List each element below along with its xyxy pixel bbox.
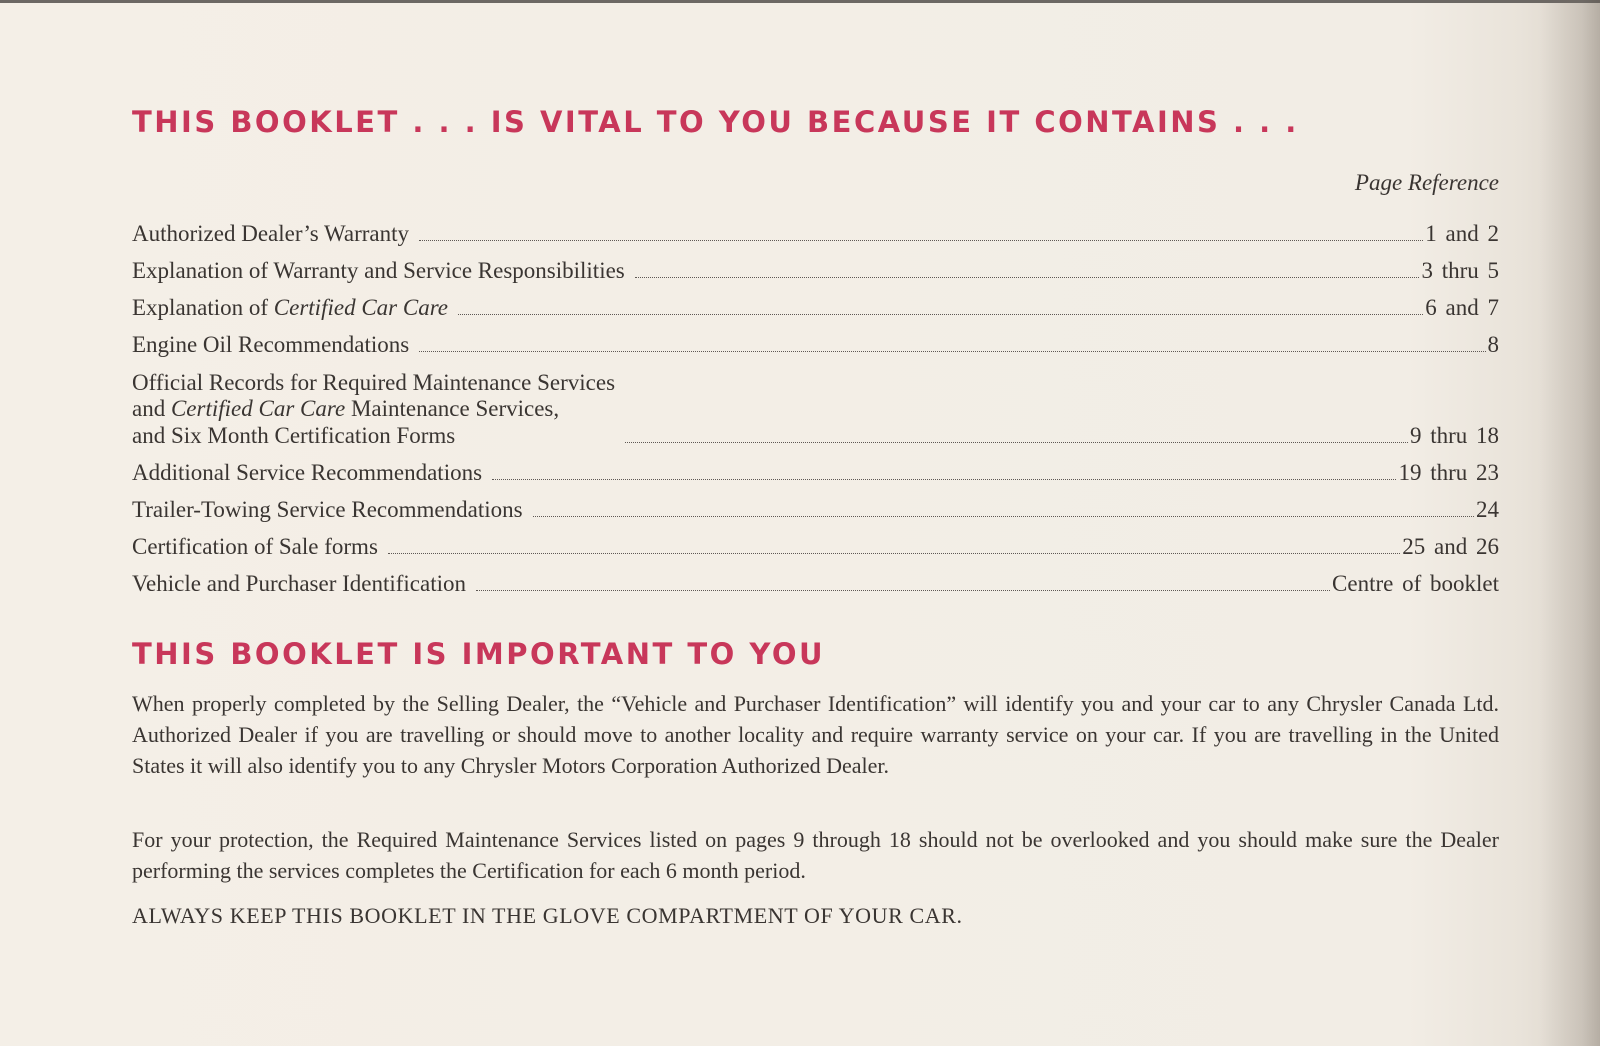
dot-leader — [533, 516, 1474, 517]
toc-row — [132, 486, 1499, 523]
toc-page-ref: Centre of booklet — [1332, 570, 1499, 596]
toc-page-ref: 1 and 2 — [1425, 220, 1499, 246]
importance-heading: THIS BOOKLET IS IMPORTANT TO YOU — [132, 637, 826, 671]
dot-leader — [419, 351, 1485, 352]
glove-compartment-notice: ALWAYS KEEP THIS BOOKLET IN THE GLOVE COMPARTMENT OF YOUR CAR. — [132, 903, 963, 928]
toc-label-line — [132, 396, 615, 422]
page-fold-shadow — [1540, 0, 1600, 1046]
toc-label: Engine Oil Recommendations — [132, 331, 410, 357]
toc-label: Vehicle and Purchaser Identification — [132, 570, 467, 596]
contents-heading: THIS BOOKLET . . . IS VITAL TO YOU BECAUSE IT CONTAINS . . . — [132, 105, 1299, 139]
toc-row — [132, 284, 1499, 321]
toc-row — [132, 523, 1499, 560]
toc-page-ref: 25 and 26 — [1402, 533, 1499, 559]
toc-page-ref: 9 thru 18 — [1409, 422, 1499, 448]
toc-row — [132, 560, 1499, 597]
dot-leader — [492, 479, 1396, 480]
toc-page-ref: 6 and 7 — [1425, 294, 1499, 320]
toc-page-ref: 3 thru 5 — [1421, 257, 1499, 283]
maintenance-paragraph: For your protection, the Required Maintenance Services listed on pages 9 through 18 should not be overlooked and you should make sure the Dealer performing the services completes the Certification for each 6 month period. — [132, 827, 1499, 883]
toc-label-text: and — [132, 396, 171, 422]
toc-label-line: Official Records for Required Maintenance Services — [132, 369, 616, 395]
dot-leader — [476, 590, 1330, 591]
toc-label: Authorized Dealer’s Warranty — [132, 220, 410, 246]
toc-label — [132, 370, 615, 449]
toc-row — [132, 358, 1499, 449]
dot-leader — [625, 442, 1408, 443]
toc-page-ref: 24 — [1476, 496, 1499, 522]
toc-row — [132, 247, 1499, 284]
toc-row — [132, 210, 1499, 247]
table-of-contents — [132, 210, 1499, 597]
dot-leader — [419, 240, 1423, 241]
identification-paragraph: When properly completed by the Selling Dealer, the “Vehicle and Purchaser Identification” will identify you and your car to any Chrysler Canada Ltd. Authorized Dealer if you are travelling or should move to another locality and require warranty service on your car. If you are travelling in the United States it will also identify you to any Chrysler Motors Corporation Authorized Dealer. — [132, 691, 1499, 778]
dot-leader — [388, 553, 1400, 554]
toc-page-ref: 19 thru 23 — [1398, 459, 1499, 485]
toc-label: Certification of Sale forms — [132, 533, 378, 559]
page-top-edge — [0, 0, 1600, 3]
dot-leader — [458, 314, 1423, 315]
toc-label — [132, 295, 448, 321]
toc-label-italic: Certified Car Care — [170, 396, 346, 422]
toc-page-ref: 8 — [1487, 331, 1499, 357]
toc-label: Trailer-Towing Service Recommendations — [132, 496, 523, 522]
toc-label: Additional Service Recommendations — [132, 459, 483, 485]
toc-label-line: and Six Month Certification Forms — [132, 422, 456, 448]
dot-leader — [635, 277, 1420, 278]
toc-row — [132, 321, 1499, 358]
page-reference-label: Page Reference — [1354, 170, 1499, 195]
toc-row — [132, 449, 1499, 486]
toc-label-text: Explanation of — [132, 294, 274, 320]
toc-label-italic: Certified Car Care — [273, 294, 449, 320]
toc-label: Explanation of Warranty and Service Responsibilities — [132, 257, 625, 283]
toc-label-text: Maintenance Services, — [345, 396, 560, 422]
